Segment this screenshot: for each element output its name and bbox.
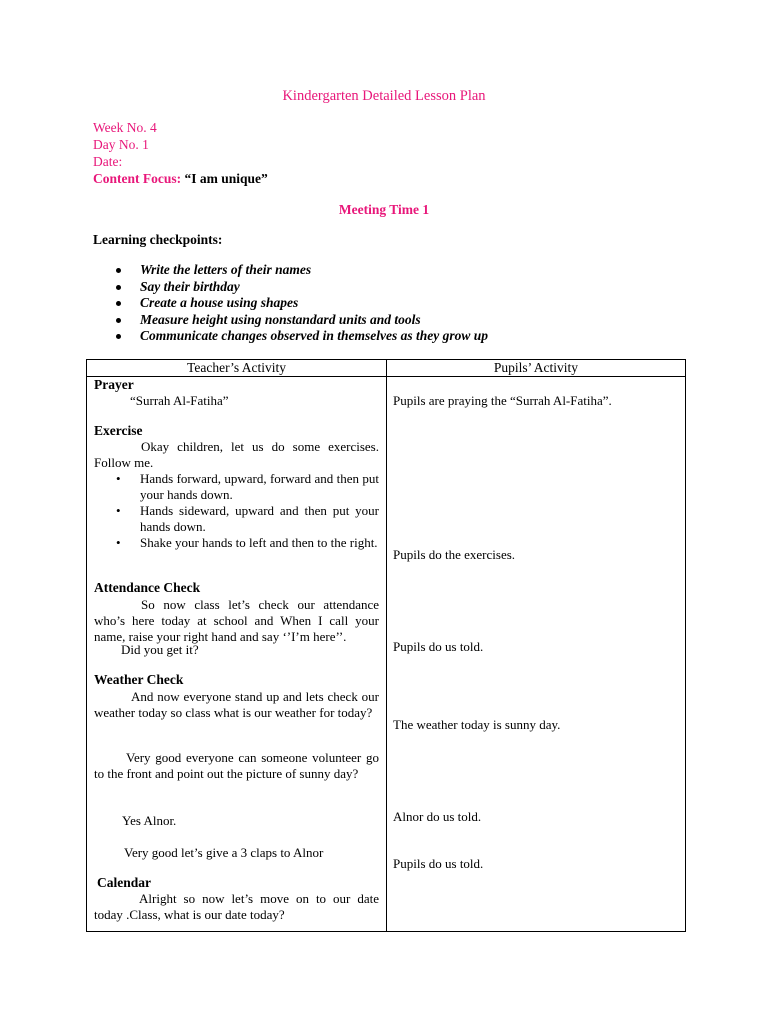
bullet-icon xyxy=(116,334,121,339)
alnor-pupils: Alnor do us told. xyxy=(393,809,482,824)
checkpoint-item: Say their birthday xyxy=(113,279,488,296)
claps-text: Very good let’s give a 3 claps to Alnor xyxy=(124,845,324,860)
week-number: Week No. 4 xyxy=(93,120,157,135)
date-label: Date: xyxy=(93,154,123,169)
teacher-activity-header: Teacher’s Activity xyxy=(187,360,286,375)
content-focus-label: Content Focus: xyxy=(93,171,182,186)
checkpoint-item: Measure height using nonstandard units and tools xyxy=(113,312,488,329)
column-divider xyxy=(386,360,387,931)
attendance-question: Did you get it? xyxy=(121,642,199,657)
exercise-item: • Shake your hands to left and then to the right. xyxy=(116,535,378,550)
checkpoint-item: Communicate changes observed in themselves as they grow up xyxy=(113,328,488,345)
checkpoint-item: Write the letters of their names xyxy=(113,262,488,279)
lesson-meta xyxy=(93,119,268,187)
exercise-title: Exercise xyxy=(94,423,143,438)
content-focus-value: “I am unique” xyxy=(184,171,268,186)
attendance-pupils: Pupils do us told. xyxy=(393,639,484,654)
yes-alnor-text: Yes Alnor. xyxy=(122,813,177,828)
meeting-time-heading: Meeting Time 1 xyxy=(338,202,430,217)
checkpoints-title: Learning checkpoints: xyxy=(93,232,223,247)
weather-pupils: The weather today is sunny day. xyxy=(393,717,561,732)
prayer-title: Prayer xyxy=(94,377,134,392)
prayer-pupils: Pupils are praying the “Surrah Al-Fatiha”. xyxy=(393,393,612,408)
weather-text: And now everyone stand up and lets check our weather today so class what is our weather for today? xyxy=(94,689,379,720)
pupils-activity-header: Pupils’ Activity xyxy=(493,360,579,375)
exercise-item: • Hands forward, upward, forward and then put your hands down. xyxy=(116,471,379,502)
exercise-intro: Okay children, let us do some exercises. Follow me. xyxy=(94,439,379,470)
bullet-icon xyxy=(116,285,121,290)
bullet-icon xyxy=(116,268,121,273)
bullet-icon xyxy=(116,301,121,306)
calendar-text: Alright so now let’s move on to our date today .Class, what is our date today? xyxy=(94,891,379,922)
attendance-text: So now class let’s check our attendance who’s here today at school and When I call your name, raise your right hand and say ‘’I’m here’’. xyxy=(94,597,379,644)
document-title: Kindergarten Detailed Lesson Plan xyxy=(282,88,486,104)
checkpoints-list xyxy=(113,262,488,345)
activity-table xyxy=(86,359,686,932)
attendance-title: Attendance Check xyxy=(94,580,201,595)
volunteer-text: Very good everyone can someone volunteer go to the front and point out the picture of sunny day? xyxy=(94,750,379,781)
day-number: Day No. 1 xyxy=(93,137,149,152)
bullet-icon: • xyxy=(116,535,121,550)
content-focus xyxy=(93,170,268,187)
exercise-list xyxy=(94,471,379,551)
exercise-pupils: Pupils do the exercises. xyxy=(393,547,516,562)
bullet-icon: • xyxy=(116,471,121,486)
claps-pupils: Pupils do us told. xyxy=(393,856,484,871)
exercise-item: • Hands sideward, upward and then put your hands down. xyxy=(116,503,379,534)
bullet-icon: • xyxy=(116,503,121,518)
checkpoint-item: Create a house using shapes xyxy=(113,295,488,312)
calendar-title: Calendar xyxy=(97,875,151,890)
prayer-text: “Surrah Al-Fatiha” xyxy=(130,393,229,408)
bullet-icon xyxy=(116,318,121,323)
weather-title: Weather Check xyxy=(94,672,184,687)
